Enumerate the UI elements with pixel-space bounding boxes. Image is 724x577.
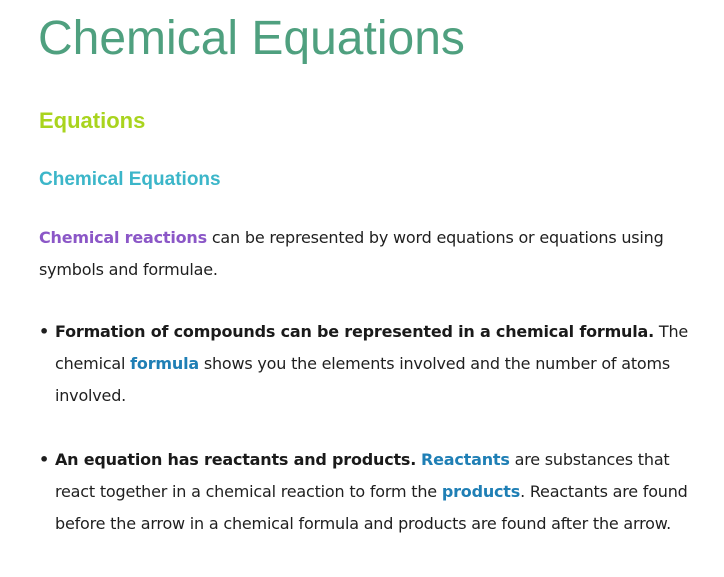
bullet-item-reactants-products — [39, 444, 709, 540]
sub-heading: Chemical Equations — [39, 169, 221, 190]
key-term-reactants: Reactants — [421, 450, 510, 469]
bullet-text — [55, 316, 709, 412]
bullet-body: . Reactants are found before the arrow in a chemical formula and products are found after the arrow. — [55, 482, 688, 533]
intro-paragraph — [39, 222, 699, 286]
key-term-chemical-reactions: Chemical reactions — [39, 228, 207, 247]
bullet-body: shows you the elements involved and the number of atoms involved. — [55, 354, 671, 405]
bullet-marker: • — [39, 450, 50, 469]
page-title: Chemical Equations — [38, 12, 465, 65]
bullet-marker: • — [39, 322, 50, 341]
key-term-formula: formula — [130, 354, 199, 373]
bullet-lead: An equation has reactants and products. — [55, 450, 417, 469]
intro-text: can be represented by word equations or equations using symbols and formulae. — [39, 228, 664, 279]
bullet-body: are substances that react together in a chemical reaction to form the — [55, 450, 670, 501]
bullet-item-formation — [39, 316, 709, 412]
key-term-products: products — [441, 482, 521, 501]
bullet-body: The chemical — [55, 322, 689, 373]
bullet-text — [55, 444, 709, 540]
section-heading: Equations — [39, 108, 146, 133]
bullet-lead: Formation of compounds can be represented in a chemical formula. — [55, 322, 655, 341]
